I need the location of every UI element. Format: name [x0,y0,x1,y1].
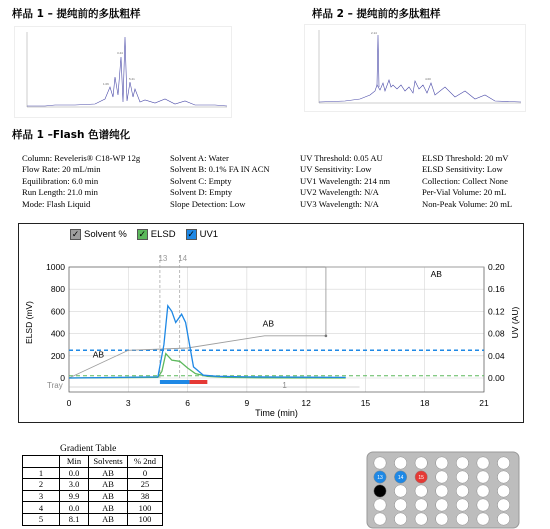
cell: 0 [128,467,163,479]
y-right-tick-label: 0.04 [488,350,505,361]
tray-well [436,457,448,469]
y-right-tick-label: 0.16 [488,284,505,295]
svg-text:3.44: 3.44 [117,51,123,55]
tray-well [456,513,468,525]
y-right-tick-label: 0.00 [488,373,505,383]
table-row [23,513,163,525]
tray-well [497,499,509,511]
tray-well [374,457,386,469]
gradient-table [22,455,163,526]
cell: 1 [23,467,60,479]
tray-well [436,499,448,511]
tray-well [497,471,509,483]
svg-text:4.00: 4.00 [425,77,431,81]
param-run-length: Run Length: 21.0 min [22,187,98,198]
param-collection: Collection: Collect None [422,175,508,186]
param-elsd-threshold: ELSD Threshold: 20 mV [422,153,509,163]
tray-well [477,457,489,469]
svg-text:1.06: 1.06 [103,82,109,86]
cell: 100 [128,502,163,514]
param-uv1-wavelength: UV1 Wavelength: 214 nm [300,175,391,186]
cell: 3 [23,490,60,502]
chromatogram-chart [18,223,522,421]
y-right-tick-label: 0.12 [488,306,505,317]
param-solvent-a: Solvent A: Water [170,153,229,163]
tray-well [456,471,468,483]
tray-well [456,485,468,497]
x-tick-label: 21 [479,398,489,408]
y-left-axis-label: ELSD (mV) [24,301,34,344]
table-row [23,490,163,502]
cell: 9.9 [60,490,89,502]
tray-well [497,513,509,525]
tray-well [394,457,406,469]
tray-well [497,485,509,497]
cell: AB [89,479,128,491]
table-row [23,467,163,479]
param-column: Column: Reveleris® C18-WP 12g [22,153,141,163]
tray-well [497,457,509,469]
cell: 100 [128,513,163,525]
tray-well-label: 14 [397,475,404,481]
x-tick-label: 15 [360,398,371,408]
tray-well [456,499,468,511]
table-row [23,479,163,491]
cell: 4 [23,502,60,514]
tray-label: Tray [47,381,63,390]
plot-frame [69,267,484,392]
gradient-annotation: AB [430,269,442,279]
y-left-tick-label: 600 [50,306,65,317]
param-uv3-wavelength: UV3 Wavelength: N/A [300,198,379,209]
peak-marker-label: 14 [178,254,188,263]
gradient-header-min: Min [60,456,89,468]
tray-well [477,485,489,497]
x-axis-label: Time (min) [255,408,298,418]
sample2-thumbnail-chromatogram [304,24,526,112]
tray-well [436,513,448,525]
legend-solvent-label: Solvent % [84,229,127,240]
tray-well [415,457,427,469]
tray-well [374,485,386,497]
gradient-header-solvents: Solvents [89,456,128,468]
cell: 2 [23,479,60,491]
tray-well [394,499,406,511]
cell: AB [89,467,128,479]
cell: 0.0 [60,467,89,479]
y-right-tick-label: 0.20 [488,262,505,272]
x-tick-label: 9 [244,398,250,408]
tray-well [415,485,427,497]
tray-well [477,499,489,511]
tray-well [374,499,386,511]
gradient-annotation: AB [262,318,275,329]
gradient-annotation: AB [92,349,105,360]
param-uv2-wavelength: UV2 Wavelength: N/A [300,187,379,198]
cell: 25 [128,479,163,491]
cell: 3.0 [60,479,89,491]
gradient-table-title: Gradient Table [60,444,117,454]
y-right-axis-label: UV (AU) [510,306,520,339]
params-column-1 [22,153,140,210]
gradient-table-header [23,456,163,468]
x-tick-label: 6 [185,398,190,408]
cell: 0.0 [60,502,89,514]
sample1-before-caption: 样品 1 – 提纯前的多肽粗样 [12,8,141,20]
cell: AB [89,490,128,502]
uv1-series [69,306,346,378]
y-left-tick-label: 800 [50,284,65,295]
param-solvent-c: Solvent C: Empty [170,175,232,186]
cell: 5 [23,513,60,525]
tray-well [394,485,406,497]
param-flow-rate: Flow Rate: 20 mL/min [22,164,101,175]
y-left-tick-label: 400 [50,328,65,339]
tray-well [477,471,489,483]
fraction-tray [366,451,520,529]
table-row [23,502,163,514]
tray-well [394,513,406,525]
sample1-thumbnail-chromatogram [14,26,232,118]
param-solvent-b: Solvent B: 0.1% FA IN ACN [170,164,270,175]
tray-well [477,513,489,525]
param-solvent-d: Solvent D: Empty [170,187,233,198]
gradient-header-percent: % 2nd [128,456,163,468]
peak-marker-label: 13 [158,254,168,263]
param-non-peak-volume: Non-Peak Volume: 20 mL [422,198,513,209]
svg-text:2.14: 2.14 [371,31,377,35]
param-equilibration: Equilibration: 6.0 min [22,175,99,186]
params-column-4 [422,153,512,210]
param-mode: Mode: Flash Liquid [22,198,91,209]
sample1-flash-caption: 样品 1 –Flash 色谱纯化 [12,129,131,141]
tray-number: 1 [282,381,287,390]
sample2-before-caption: 样品 2 – 提纯前的多肽粗样 [312,8,441,20]
param-elsd-sensitivity: ELSD Sensitivity: Low [422,164,503,175]
solvent-series [69,267,484,378]
solvent-checkbox[interactable]: ✓ [71,229,80,239]
params-column-2 [170,153,270,210]
legend-uv1-label: UV1 [199,229,219,240]
cell: 38 [128,490,163,502]
legend-elsd-label: ELSD [150,229,176,240]
tray-well [415,499,427,511]
tray-well-label: 13 [377,475,383,481]
tray-well [436,471,448,483]
tray-well [436,485,448,497]
params-column-3 [300,153,390,210]
svg-text:5.21: 5.21 [129,77,135,81]
tray-well [374,513,386,525]
gradient-header-index [23,456,60,468]
elsd-checkbox[interactable]: ✓ [138,229,147,239]
fraction-bar-14 [190,380,208,384]
y-left-tick-label: 200 [50,350,65,361]
x-tick-label: 0 [66,398,72,408]
tray-well [415,513,427,525]
tray-well [456,457,468,469]
solvent-step-point [325,335,328,338]
uv1-checkbox[interactable]: ✓ [187,229,195,239]
cell: AB [89,513,128,525]
y-left-tick-label: 0 [60,373,65,383]
tray-well-label: 15 [418,475,424,481]
cell: 8.1 [60,513,89,525]
param-uv-sensitivity: UV Sensitivity: Low [300,164,372,175]
y-right-tick-label: 0.08 [488,328,505,339]
x-tick-label: 12 [301,398,311,408]
param-per-vial-volume: Per-Vial Volume: 20 mL [422,187,507,198]
cell: AB [89,502,128,514]
x-tick-label: 18 [419,398,430,408]
fraction-bar-13 [160,380,190,384]
x-tick-label: 3 [125,398,131,408]
y-left-tick-label: 1000 [46,262,65,272]
param-slope-detection: Slope Detection: Low [170,198,246,209]
elsd-series [69,354,346,378]
param-uv-threshold: UV Threshold: 0.05 AU [300,153,383,163]
